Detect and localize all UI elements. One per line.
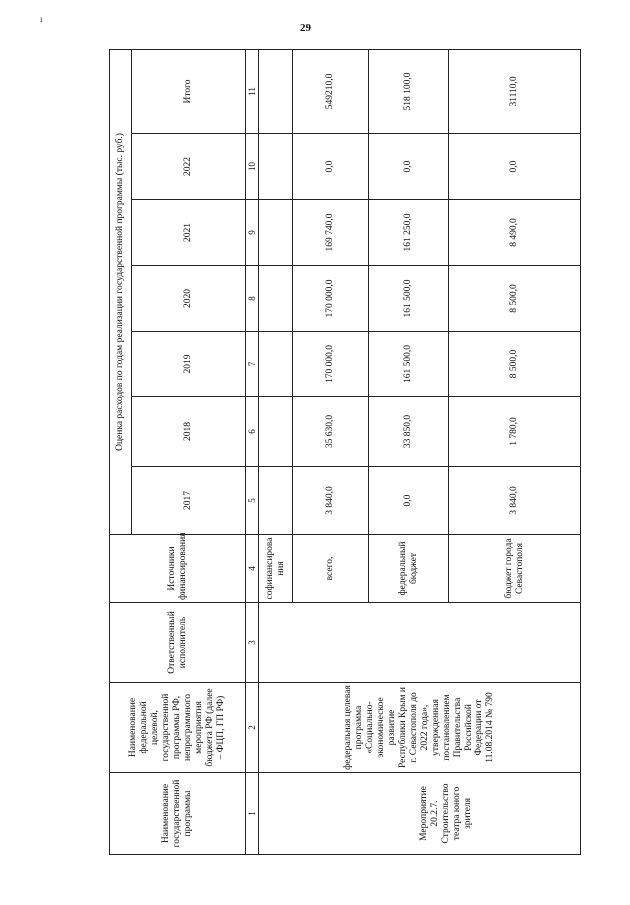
col-number: 6	[246, 397, 259, 467]
value-cell: 549210,0	[293, 49, 369, 133]
value-cell: 3 840,0	[293, 467, 369, 535]
value-cell: 0,0	[369, 134, 449, 200]
value-cell: 161 250,0	[369, 200, 449, 266]
col-number: 8	[246, 266, 259, 332]
value-cell: 33 850,0	[369, 397, 449, 467]
value-cell	[259, 200, 293, 266]
value-cell	[259, 134, 293, 200]
header-total: Итого	[132, 49, 246, 133]
header-year-2019: 2019	[132, 332, 246, 397]
value-cell: 8 500,0	[449, 332, 581, 397]
budget-table-rotated	[109, 50, 578, 855]
value-cell: 31110,0	[449, 49, 581, 133]
col-number: 4	[246, 535, 259, 603]
col-number: 5	[246, 467, 259, 535]
budget-table	[109, 49, 581, 855]
page-number: 29	[300, 22, 311, 34]
header-executor: Ответственный исполнитель	[110, 603, 246, 683]
value-cell: 170 000,0	[293, 266, 369, 332]
col-number: 7	[246, 332, 259, 397]
header-year-2017: 2017	[132, 467, 246, 535]
value-cell: 35 630,0	[293, 397, 369, 467]
header-year-2021: 2021	[132, 200, 246, 266]
value-cell: 161 500,0	[369, 266, 449, 332]
source-federal-budget: федеральный бюджет	[369, 535, 449, 603]
fcp-name: федеральная целевая программа «Социально-экономическое развитие Республики Крым и г. Севастополя до 2022 года», утвержденная постановлением Правительства Российской Федерации от 11.08.2014 № 790	[259, 683, 581, 773]
value-cell: 161 500,0	[369, 332, 449, 397]
value-cell: 0,0	[293, 134, 369, 200]
header-expense-estimate: Оценка расходов по годам реализации государственной программы (тыс. руб.)	[110, 49, 132, 534]
value-cell: 1 780,0	[449, 397, 581, 467]
executor	[259, 603, 581, 683]
col-number: 9	[246, 200, 259, 266]
value-cell	[259, 49, 293, 133]
value-cell	[259, 397, 293, 467]
header-fcp-name: Наименование федеральной целевой, государственной программы РФ, непрограммного мероприятия бюджета РФ (далее – ФЦП, ГП РФ)	[110, 683, 246, 773]
value-cell: 8 490,0	[449, 200, 581, 266]
value-cell: 0,0	[449, 134, 581, 200]
header-year-2018: 2018	[132, 397, 246, 467]
header-year-2020: 2020	[132, 266, 246, 332]
program-name: Мероприятие 20.2.7. Строительство театра юного зрителя	[259, 773, 581, 855]
source-city-budget: бюджет города Севастополя	[449, 535, 581, 603]
col-number: 2	[246, 683, 259, 773]
value-cell: 518 100,0	[369, 49, 449, 133]
source-cofinancing: софинансирования	[259, 535, 293, 603]
value-cell: 3 840,0	[449, 467, 581, 535]
value-cell: 0,0	[369, 467, 449, 535]
value-cell: 8 500,0	[449, 266, 581, 332]
header-year-2022: 2022	[132, 134, 246, 200]
value-cell: 170 000,0	[293, 332, 369, 397]
source-total: всего,	[293, 535, 369, 603]
header-funding-source: Источники финансирования	[110, 535, 246, 603]
col-number: 1	[246, 773, 259, 855]
col-number: 3	[246, 603, 259, 683]
value-cell	[259, 332, 293, 397]
value-cell	[259, 467, 293, 535]
value-cell	[259, 266, 293, 332]
value-cell: 169 740,0	[293, 200, 369, 266]
corner-mark: ı	[40, 14, 43, 24]
col-number: 10	[246, 134, 259, 200]
col-number: 11	[246, 49, 259, 133]
header-program-name: Наименование государственной программы	[110, 773, 246, 855]
